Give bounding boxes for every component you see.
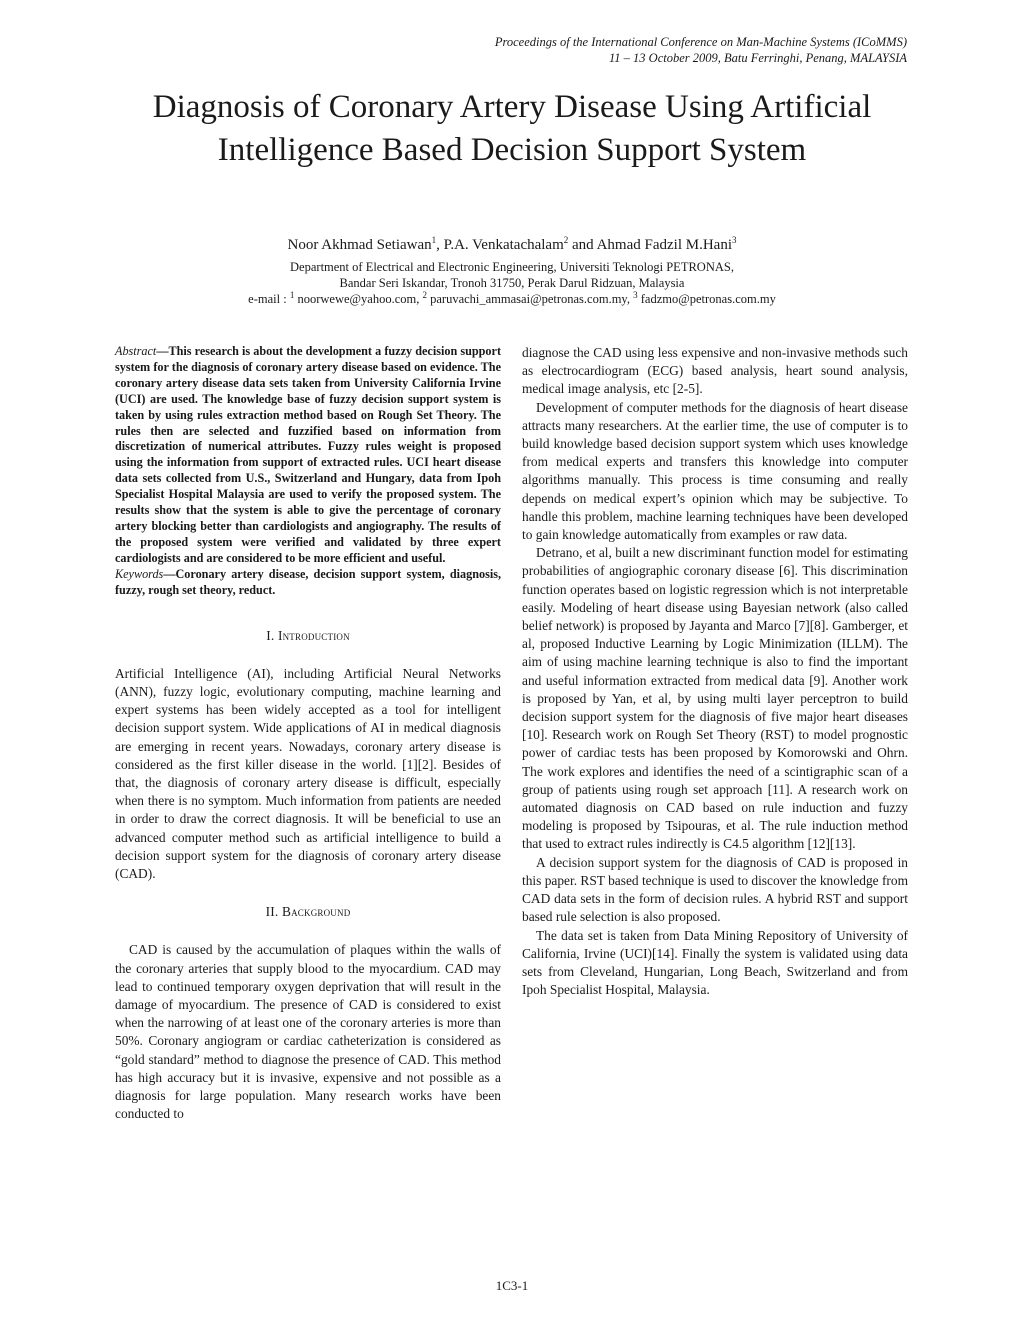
- keywords: [115, 567, 501, 599]
- background-paragraph: CAD is caused by the accumulation of plaques within the walls of the coronary arteries that supply blood to the myocardium. CAD may lead to continued temporary oxygen deprivation that will result in the damage of myocardium. The presence of CAD is considered to exist when the narrowing of at least one of the coronary arteries is more than 50%. Coronary angiogram or cardiac catheterization is considered as “gold standard” method to diagnose the presence of CAD. This method has high accuracy but it is invasive, expensive and not possible as a diagnosis for large population. Many research works have been conducted to: [115, 942, 501, 1122]
- background-paragraph-2: Development of computer methods for the diagnosis of heart disease attracts many researchers. At the earlier time, the use of computer is to build knowledge based decision support system which uses knowledge from medical experts and transfers this knowledge into computer algorithms manually. This process is time consuming and really depends on medical expert’s opinion which may be subjective. To handle this problem, machine learning techniques have been developed to gain knowledge automatically from examples or raw data.: [522, 399, 908, 543]
- affiliation-department: Department of Electrical and Electronic Engineering, Universiti Teknologi PETRONAS,: [290, 260, 734, 274]
- email-3-mark: 3: [633, 289, 638, 300]
- affiliation-emails: [0, 291, 1024, 307]
- section-heading-background: II. Background: [265, 904, 351, 920]
- affiliation-block: [0, 259, 1024, 307]
- background-paragraph-continued: diagnose the CAD using less expensive and non-invasive methods such as electrocardiogram (ECG) based analysis, heart sound analysis, medical image analysis, etc [2-5].: [522, 345, 908, 397]
- author-2-mark: 2: [563, 235, 569, 245]
- email-3: fadzmo@petronas.com.my: [637, 292, 776, 306]
- email-2: paruvachi_ammasai@petronas.com.my,: [426, 292, 634, 306]
- author-list: [0, 236, 1024, 254]
- author-1-mark: 1: [431, 235, 437, 245]
- right-column: [522, 344, 908, 999]
- introduction-paragraph: Artificial Intelligence (AI), including Artificial Neural Networks (ANN), fuzzy logic, evolutionary computing, machine learning and expert systems has been widely accepted as a tool for intelligent decision support system. Wide applications of AI in medical diagnosis are emerging in recent years. Nowadays, coronary artery disease is considered as the first killer disease in the world. [1][2]. Besides of that, the diagnosis of coronary artery disease is difficult, especially when there is no symptom. Much information from patients are needed in order to draw the correct diagnosis. It will be beneficial to use an advanced computer method such as artificial intelligence to build a decision support system for the diagnosis of coronary artery disease (CAD).: [115, 665, 501, 881]
- conference-date-location: 11 – 13 October 2009, Batu Ferringhi, Penang, MALAYSIA: [608, 51, 907, 65]
- keywords-text: —Coronary artery disease, decision support system, diagnosis, fuzzy, rough set theory, reduct.: [115, 566, 501, 597]
- email-2-mark: 2: [422, 289, 427, 300]
- conference-header: [495, 34, 907, 66]
- abstract-label: Abstract: [115, 344, 157, 358]
- background-paragraph-4: A decision support system for the diagnosis of CAD is proposed in this paper. RST based technique is used to discover the knowledge from CAD data sets in the form of decision rules. A hybrid RST and support based rule selection is also proposed.: [522, 854, 908, 925]
- paper-title: Diagnosis of Coronary Artery Disease Using Artificial Intelligence Based Decision Support System: [152, 89, 872, 168]
- background-paragraph-3: Detrano, et al, built a new discriminant function model for estimating probabilities of angiographic coronary disease [6]. This discrimination function operates based on logistic regression which is not interpretable easily. Modeling of heart disease using Bayesian network (also called belief network) is proposed by Jayanta and Marco [7][8]. Gamberger, et al, proposed Inductive Learning by Logic Minimization (ILLM). The aim of using machine learning technique is also to find the important and useful information extracted from medical data [9]. Another work is proposed by Yan, et al, by using multi layer perceptron to build decision support system for the diagnosis of five major heart diseases [10]. Research work on Rough Set Theory (RST) to model prognostic power of cardiac tests has been proposed by Komorowski and Ohrn. The work explores and identifies the need of a scintigraphic scan of a group of patients using rough set approach [11]. A research work on automated diagnosis on CAD based on rule induction and fuzzy modeling is proposed by Tsipouras, et al. The rule induction method that used to extract rules indirectly is C4.5 algorithm [12][13].: [522, 545, 908, 852]
- email-1: noorwewe@yahoo.com,: [294, 292, 423, 306]
- email-prefix: e-mail :: [248, 292, 290, 306]
- background-paragraph-5: The data set is taken from Data Mining Repository of University of California, Irvine (UCI)[14]. Finally the system is validated using data sets from Cleveland, Hungarian, Long Beach, Switzerland and from Ipoh Specialist Hospital, Malaysia.: [522, 927, 908, 998]
- author-2: , P.A. Venkatachalam: [436, 237, 564, 253]
- author-3: and Ahmad Fadzil M.Hani: [568, 237, 732, 253]
- author-1: Noor Akhmad Setiawan: [287, 237, 432, 253]
- page-number: 1C3-1: [495, 1278, 529, 1293]
- affiliation-address: Bandar Seri Iskandar, Tronoh 31750, Perak Darul Ridzuan, Malaysia: [339, 276, 685, 290]
- email-1-mark: 1: [289, 289, 295, 300]
- abstract-text: —This research is about the development a fuzzy decision support system for the diagnosis of coronary artery disease based on evidence. The coronary artery disease data sets taken from University California Irvine (UCI) are used. The knowledge base of fuzzy decision support system is taken by using rules extraction method based on Rough Set Theory. The rules then are selected and fuzzified based on information from discretization of numerical attributes. Fuzzy rules weight is proposed using the information from support of extracted rules. UCI heart disease data sets collected from U.S., Switzerland and Hungary, data from Ipoh Specialist Hospital Malaysia are used to verify the proposed system. The results show that the system is able to give the percentage of coronary artery blocking better than cardiologists and angiography. The results of the proposed system were verified and validated by three expert cardiologists and are considered to be more efficient and useful.: [115, 344, 501, 565]
- left-column: [115, 344, 501, 1123]
- abstract: [115, 344, 501, 567]
- conference-name: Proceedings of the International Conference on Man-Machine Systems (ICoMMS): [494, 35, 907, 49]
- keywords-label: Keywords: [115, 566, 164, 581]
- section-heading-introduction: I. Introduction: [266, 627, 350, 643]
- author-3-mark: 3: [732, 235, 737, 245]
